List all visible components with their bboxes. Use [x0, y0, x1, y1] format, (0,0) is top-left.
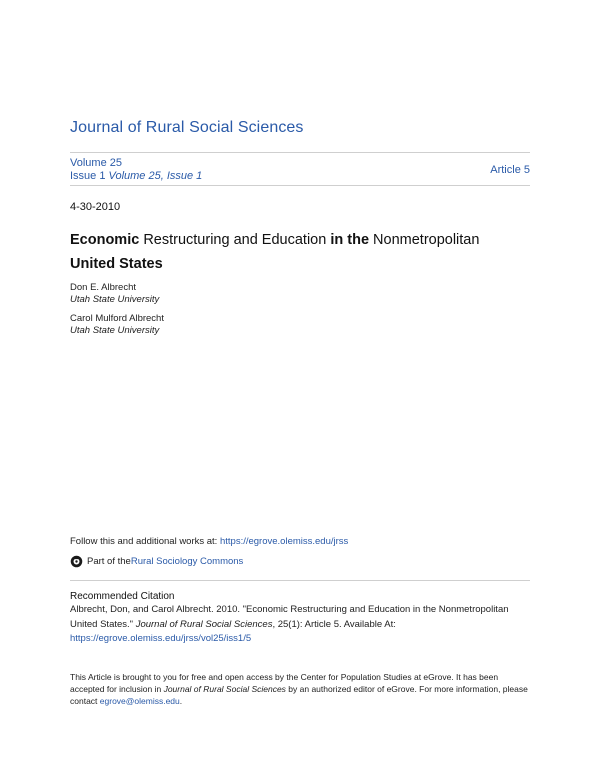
volume-link[interactable]: Volume 25 — [70, 157, 122, 169]
follow-prefix: Follow this and additional works at: — [70, 536, 220, 547]
author-affiliation: Utah State University — [70, 324, 160, 336]
author-name: Carol Mulford Albrecht — [70, 313, 164, 324]
volume-issue-link[interactable]: Volume 25, Issue 1 — [108, 170, 203, 182]
title-part: Economic — [70, 232, 140, 248]
journal-title-link[interactable]: Journal of Rural Social Sciences — [70, 119, 304, 136]
notice-part: by an authorized editor of eGrove. For more information, please contact — [70, 684, 528, 706]
notice-part: This Article is brought to you for free and open access by the Center for Population Studies at eGrove. It has been accepted for inclusion in — [70, 672, 499, 694]
notice-part: . — [179, 696, 183, 706]
issue-link[interactable]: Issue 1 — [70, 170, 106, 182]
follow-line — [70, 536, 348, 547]
access-notice — [70, 671, 532, 707]
citation-journal: Journal of Rural Social Sciences — [135, 618, 273, 630]
citation-link[interactable]: https://egrove.olemiss.edu/jrss/vol25/iss1/5 — [70, 633, 252, 644]
recommended-citation-heading: Recommended Citation — [70, 591, 175, 602]
top-divider — [70, 152, 530, 153]
citation-text — [70, 603, 532, 647]
commons-network-icon — [70, 555, 83, 568]
title-part: Restructuring — [139, 232, 230, 248]
citation-part: , 25(1): Article 5. Available At: — [272, 618, 396, 630]
title-part: and Education — [229, 232, 327, 248]
author-block — [70, 282, 159, 305]
article-number-link[interactable]: Article 5 — [490, 164, 530, 176]
publication-date: 4-30-2010 — [70, 201, 121, 213]
title-part: in the — [326, 232, 370, 248]
contact-email-link[interactable]: egrove@olemiss.edu — [99, 696, 180, 706]
citation-divider — [70, 580, 530, 581]
rural-sociology-commons-link[interactable]: Rural Sociology Commons — [130, 556, 244, 567]
author-block — [70, 313, 164, 336]
volume-issue-block — [70, 157, 202, 183]
title-part: Nonmetropolitan — [369, 232, 480, 248]
article-title — [70, 228, 540, 276]
part-of-line — [70, 555, 243, 568]
notice-journal: Journal of Rural Social Sciences — [163, 684, 286, 694]
follow-link[interactable]: https://egrove.olemiss.edu/jrss — [219, 536, 349, 547]
title-part: United States — [70, 256, 163, 272]
author-name: Don E. Albrecht — [70, 282, 137, 293]
bottom-divider — [70, 185, 530, 186]
part-prefix: Part of the — [87, 556, 131, 567]
author-affiliation: Utah State University — [70, 293, 160, 305]
citation-part: Albrecht, Don, and Carol Albrecht. 2010. "Economic Restructuring and Education in the Nonmetropolitan United States." — [70, 604, 509, 630]
